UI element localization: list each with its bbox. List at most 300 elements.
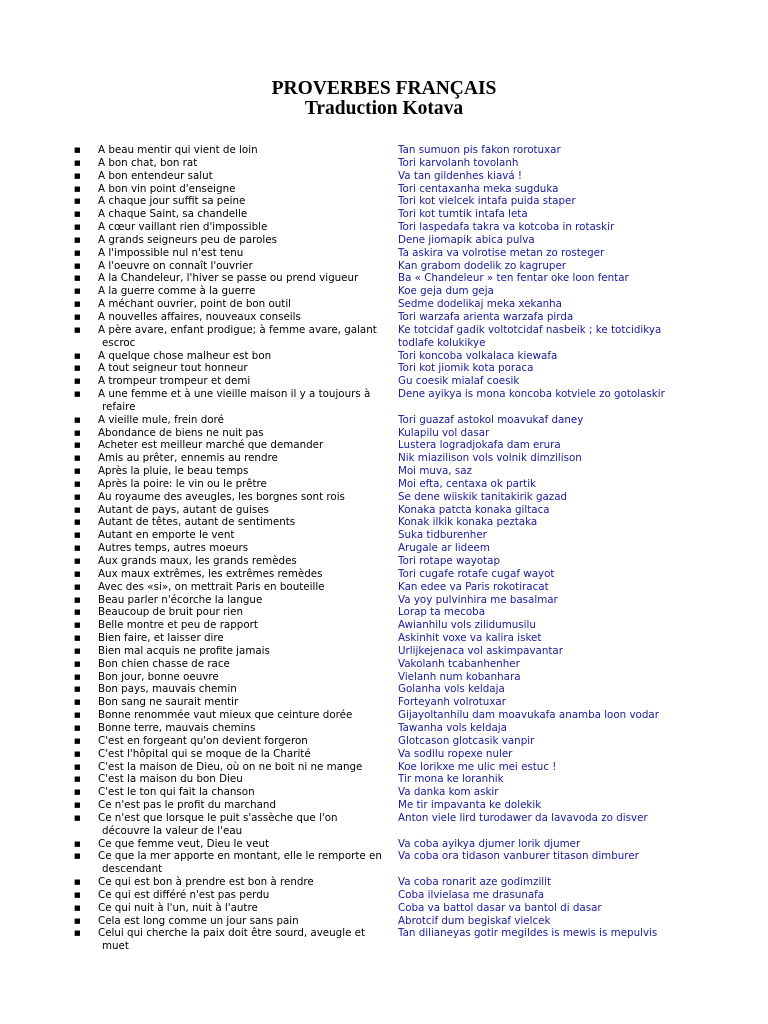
french-proverb-line: Aux grands maux, les grands remèdes (98, 555, 297, 567)
kotava-translation (398, 581, 694, 594)
kotava-translation-line: Gu coesik mialaf coesik (398, 375, 520, 388)
kotava-translation (398, 350, 694, 363)
french-proverb (98, 683, 398, 696)
bullet-icon: ■ (74, 351, 81, 360)
kotava-translation-line: Coba va battol dasar va bantol di dasar (398, 901, 602, 914)
french-proverb-line: A bon chat, bon rat (98, 156, 198, 169)
kotava-translation (398, 208, 694, 221)
french-proverb (98, 414, 398, 427)
bullet-icon: ■ (74, 852, 81, 861)
kotava-translation (398, 298, 694, 311)
french-proverb-line: Bon sang ne saurait mentir (98, 696, 239, 709)
kotava-translation (398, 260, 694, 273)
kotava-translation-line: Coba ilvielasa me drasunafa (398, 888, 545, 901)
french-proverb-line: A une femme et à une vieille maison il y a toujours à (98, 388, 371, 401)
french-proverb-line: A l'impossible nul n'est tenu (98, 246, 244, 259)
kotava-translation-line: Glotcason glotcasik vanpir (398, 734, 535, 747)
proverb-list (74, 144, 694, 953)
proverb-row (74, 915, 694, 928)
proverb-row (74, 208, 694, 221)
french-proverb (98, 465, 398, 478)
kotava-translation-line: Dene ayikya is mona koncoba kotviele zo gotolaskir (398, 388, 665, 401)
proverb-row (74, 838, 694, 851)
kotava-translation-line: Va yoy pulvinhira me basalmar (398, 593, 558, 606)
french-proverb (98, 427, 398, 440)
proverb-row (74, 439, 694, 452)
french-proverb (98, 311, 398, 324)
french-proverb (98, 555, 398, 568)
kotava-translation (398, 452, 694, 465)
french-proverb (98, 388, 398, 414)
kotava-translation-line: Me tir impavanta ke dolekik (398, 799, 542, 812)
proverb-row (74, 927, 694, 953)
bullet-icon: ■ (74, 890, 81, 899)
kotava-translation-continuation: todlafe kolukikye (398, 336, 486, 349)
bullet-icon: ■ (74, 659, 81, 668)
bullet-icon: ■ (74, 518, 81, 527)
bullet-icon: ■ (74, 634, 81, 643)
kotava-translation-line: Tori centaxanha meka sugduka (398, 182, 559, 195)
french-proverb (98, 748, 398, 761)
kotava-translation (398, 722, 694, 735)
french-proverb-line: Après la poire: le vin ou le prêtre (98, 477, 267, 490)
proverb-row (74, 157, 694, 170)
proverb-row (74, 581, 694, 594)
kotava-translation-line: Tori warzafa arienta warzafa pirda (398, 310, 574, 323)
proverb-row (74, 658, 694, 671)
kotava-translation (398, 748, 694, 761)
french-proverb-line: Ce qui est différé n'est pas perdu (98, 888, 270, 901)
bullet-icon: ■ (74, 390, 81, 399)
kotava-translation (398, 221, 694, 234)
bullet-icon: ■ (74, 736, 81, 745)
french-proverb-line: Bien faire, et laisser dire (98, 632, 224, 645)
french-proverb (98, 722, 398, 735)
french-proverb (98, 350, 398, 363)
french-proverb-continuation: découvre la valeur de l'eau (102, 824, 243, 837)
kotava-translation-line: Tawanha vols keldaja (398, 721, 507, 734)
kotava-translation (398, 761, 694, 774)
bullet-icon: ■ (74, 878, 81, 887)
bullet-icon: ■ (74, 595, 81, 604)
kotava-translation-line: Konaka patcta konaka giltaca (398, 503, 550, 516)
kotava-translation (398, 195, 694, 208)
french-proverb (98, 439, 398, 452)
kotava-translation-line: Se dene wiiskik tanitakirik gazad (398, 490, 568, 503)
kotava-translation (398, 542, 694, 555)
bullet-icon: ■ (74, 248, 81, 257)
kotava-translation (398, 234, 694, 247)
bullet-icon: ■ (74, 569, 81, 578)
french-proverb-continuation: refaire (102, 400, 136, 413)
bullet-icon: ■ (74, 916, 81, 925)
kotava-translation-line: Abrotcif dum begiskaf vielcek (398, 914, 551, 927)
proverb-row (74, 645, 694, 658)
kotava-translation-line: Ta askira va volrotise metan zo rosteger (398, 246, 605, 259)
kotava-translation (398, 183, 694, 196)
french-proverb (98, 542, 398, 555)
kotava-translation-line: Va coba ronarit aze godimzilit (398, 876, 552, 889)
bullet-icon: ■ (74, 723, 81, 732)
kotava-translation (398, 786, 694, 799)
proverb-row (74, 889, 694, 902)
proverb-row (74, 735, 694, 748)
kotava-translation-line: Tori koncoba volkalaca kiewafa (398, 349, 558, 362)
bullet-icon: ■ (74, 839, 81, 848)
kotava-translation-line: Kan grabom dodelik zo kagruper (398, 259, 567, 272)
french-proverb (98, 516, 398, 529)
french-proverb (98, 170, 398, 183)
french-proverb-line: Ce n'est que lorsque le puit s'assèche que l'on (98, 811, 338, 824)
kotava-translation-line: Konak ilkik konaka peztaka (398, 516, 538, 529)
french-proverb-continuation: escroc (102, 336, 136, 349)
kotava-translation (398, 683, 694, 696)
proverb-row (74, 260, 694, 273)
french-proverb-line: A tout seigneur tout honneur (98, 362, 248, 375)
proverb-row (74, 812, 694, 838)
bullet-icon: ■ (74, 184, 81, 193)
proverb-row (74, 491, 694, 504)
french-proverb (98, 285, 398, 298)
proverb-row (74, 683, 694, 696)
french-proverb (98, 773, 398, 786)
kotava-translation-line: Forteyanh volrotuxar (398, 696, 506, 709)
french-proverb-line: Ce qui est bon à prendre est bon à rendre (98, 876, 314, 889)
kotava-translation (398, 709, 694, 722)
kotava-translation-line: Tori kot tumtik intafa leta (398, 208, 528, 221)
bullet-icon: ■ (74, 762, 81, 771)
bullet-icon: ■ (74, 505, 81, 514)
french-proverb (98, 362, 398, 375)
kotava-translation (398, 645, 694, 658)
kotava-translation (398, 414, 694, 427)
bullet-icon: ■ (74, 903, 81, 912)
french-proverb (98, 927, 398, 953)
french-proverb (98, 221, 398, 234)
french-proverb-line: A vieille mule, frein doré (98, 413, 224, 426)
french-proverb-line: Autres temps, autres moeurs (98, 542, 249, 555)
bullet-icon: ■ (74, 813, 81, 822)
bullet-icon: ■ (74, 171, 81, 180)
french-proverb (98, 876, 398, 889)
proverb-row (74, 144, 694, 157)
kotava-translation-line: Tori karvolanh tovolanh (398, 156, 519, 169)
kotava-translation-line: Ba « Chandeleur » ten fentar oke loon fentar (398, 272, 629, 285)
kotava-translation (398, 427, 694, 440)
proverb-row (74, 285, 694, 298)
proverb-row (74, 555, 694, 568)
bullet-icon: ■ (74, 197, 81, 206)
french-proverb-continuation: descendant (102, 863, 163, 876)
kotava-translation-line: Sedme dodelikaj meka xekanha (398, 298, 562, 311)
kotava-translation (398, 889, 694, 902)
bullet-icon: ■ (74, 454, 81, 463)
bullet-icon: ■ (74, 146, 81, 154)
proverb-row (74, 350, 694, 363)
proverb-row (74, 247, 694, 260)
kotava-translation (398, 915, 694, 928)
bullet-icon: ■ (74, 158, 81, 167)
kotava-translation-line: Va danka kom askir (398, 786, 499, 799)
french-proverb-line: A l'oeuvre on connaît l'ouvrier (98, 259, 253, 272)
french-proverb-line: Autant de pays, autant de guises (98, 503, 269, 516)
kotava-translation-line: Vakolanh tcabanhenher (398, 657, 520, 670)
kotava-translation (398, 388, 694, 414)
french-proverb (98, 452, 398, 465)
kotava-translation-line: Tori cugafe rotafe cugaf wayot (398, 567, 555, 580)
kotava-translation (398, 324, 694, 350)
proverb-row (74, 606, 694, 619)
kotava-translation (398, 247, 694, 260)
proverb-row (74, 388, 694, 414)
kotava-translation-line: Lorap ta mecoba (398, 606, 486, 619)
proverb-row (74, 362, 694, 375)
kotava-translation (398, 170, 694, 183)
french-proverb-line: A grands seigneurs peu de paroles (98, 233, 277, 246)
kotava-translation-line: Kan edee va Paris rokotiracat (398, 580, 549, 593)
french-proverb-line: Autant en emporte le vent (98, 529, 235, 542)
french-proverb-line: Autant de têtes, autant de sentiments (98, 516, 296, 529)
bullet-icon: ■ (74, 364, 81, 373)
french-proverb (98, 606, 398, 619)
bullet-icon: ■ (74, 544, 81, 553)
kotava-translation-line: Va coba ayikya djumer lorik djumer (398, 837, 581, 850)
bullet-icon: ■ (74, 646, 81, 655)
kotava-translation (398, 658, 694, 671)
kotava-translation (398, 671, 694, 684)
french-proverb (98, 183, 398, 196)
kotava-translation-line: Suka tidburenher (398, 529, 487, 542)
proverb-row (74, 850, 694, 876)
bullet-icon: ■ (74, 325, 81, 334)
french-proverb (98, 234, 398, 247)
proverb-row (74, 773, 694, 786)
french-proverb (98, 504, 398, 517)
proverb-row (74, 221, 694, 234)
kotava-translation-line: Tir mona ke loranhik (398, 773, 504, 786)
bullet-icon: ■ (74, 749, 81, 758)
proverb-row (74, 414, 694, 427)
french-proverb-line: A trompeur trompeur et demi (98, 375, 251, 388)
french-proverb-line: Après la pluie, le beau temps (98, 465, 249, 478)
proverb-row (74, 427, 694, 440)
french-proverb (98, 658, 398, 671)
french-proverb (98, 619, 398, 632)
bullet-icon: ■ (74, 621, 81, 630)
bullet-icon: ■ (74, 698, 81, 707)
kotava-translation-line: Moi efta, centaxa ok partik (398, 477, 537, 490)
kotava-translation-line: Lustera logradjokafa dam erura (398, 439, 561, 452)
french-proverb-line: Beaucoup de bruit pour rien (98, 606, 243, 619)
proverb-row (74, 696, 694, 709)
proverb-row (74, 465, 694, 478)
kotava-translation (398, 529, 694, 542)
kotava-translation (398, 311, 694, 324)
kotava-translation-line: Awianhilu vols zilidumusilu (398, 619, 536, 632)
bullet-icon: ■ (74, 531, 81, 540)
kotava-translation-line: Va sodilu ropexe nuler (398, 747, 513, 760)
bullet-icon: ■ (74, 801, 81, 810)
kotava-translation-line: Tori kot vielcek intafa puida staper (398, 195, 576, 208)
french-proverb (98, 272, 398, 285)
french-proverb-line: C'est l'hôpital qui se moque de la Charité (98, 747, 311, 760)
french-proverb (98, 247, 398, 260)
bullet-icon: ■ (74, 235, 81, 244)
proverb-row (74, 324, 694, 350)
kotava-translation-line: Koe geja dum geja (398, 285, 494, 298)
kotava-translation-line: Dene jiomapik abica pulva (398, 233, 535, 246)
proverb-row (74, 761, 694, 774)
kotava-translation (398, 272, 694, 285)
kotava-translation (398, 632, 694, 645)
proverb-row (74, 311, 694, 324)
bullet-icon: ■ (74, 377, 81, 386)
kotava-translation (398, 619, 694, 632)
proverb-row (74, 902, 694, 915)
french-proverb-line: A beau mentir qui vient de loin (98, 144, 258, 156)
proverb-row (74, 568, 694, 581)
proverb-row (74, 183, 694, 196)
french-proverb (98, 529, 398, 542)
kotava-translation-line: Tori guazaf astokol moavukaf daney (398, 413, 584, 426)
french-proverb-line: A bon vin point d'enseigne (98, 182, 236, 195)
proverb-row (74, 799, 694, 812)
kotava-translation (398, 516, 694, 529)
french-proverb-line: Bonne renommée vaut mieux que ceinture dorée (98, 709, 353, 722)
kotava-translation (398, 439, 694, 452)
french-proverb-line: C'est en forgeant qu'on devient forgeron (98, 734, 308, 747)
kotava-translation (398, 144, 694, 157)
french-proverb-line: A nouvelles affaires, nouveaux conseils (98, 310, 301, 323)
french-proverb-line: Bon chien chasse de race (98, 657, 230, 670)
french-proverb (98, 786, 398, 799)
french-proverb-line: A chaque Saint, sa chandelle (98, 208, 248, 221)
kotava-translation (398, 850, 694, 876)
french-proverb (98, 902, 398, 915)
bullet-icon: ■ (74, 415, 81, 424)
french-proverb-line: Bon pays, mauvais chemin (98, 683, 237, 696)
bullet-icon: ■ (74, 223, 81, 232)
proverb-row (74, 786, 694, 799)
bullet-icon: ■ (74, 788, 81, 797)
french-proverb (98, 491, 398, 504)
bullet-icon: ■ (74, 685, 81, 694)
kotava-translation (398, 478, 694, 491)
kotava-translation (398, 606, 694, 619)
bullet-icon: ■ (74, 287, 81, 296)
kotava-translation-line: Va coba ora tidason vanburer titason dimburer (398, 850, 639, 863)
proverb-row (74, 272, 694, 285)
french-proverb-continuation: muet (102, 940, 129, 953)
kotava-translation (398, 773, 694, 786)
kotava-translation-line: Va tan gildenhes kiavá ! (398, 169, 523, 182)
french-proverb-line: A cœur vaillant rien d'impossible (98, 221, 268, 234)
bullet-icon: ■ (74, 775, 81, 784)
kotava-translation (398, 568, 694, 581)
proverb-row (74, 298, 694, 311)
french-proverb (98, 208, 398, 221)
french-proverb (98, 696, 398, 709)
french-proverb (98, 298, 398, 311)
kotava-translation-line: Gijayoltanhilu dam moavukafa anamba loon vodar (398, 709, 659, 722)
french-proverb (98, 735, 398, 748)
kotava-translation-line: Anton viele lird turodawer da lavavoda zo disver (398, 811, 648, 824)
proverb-row (74, 542, 694, 555)
bullet-icon: ■ (74, 261, 81, 270)
kotava-translation-line: Nik miazilison vols volnik dimzilison (398, 452, 582, 465)
document-title: PROVERBES FRANÇAIS (271, 78, 497, 99)
proverb-row (74, 516, 694, 529)
kotava-translation (398, 812, 694, 838)
proverb-row (74, 632, 694, 645)
french-proverb-line: A père avare, enfant prodigue; à femme avare, galant (98, 323, 377, 336)
bullet-icon: ■ (74, 428, 81, 437)
french-proverb (98, 144, 398, 157)
french-proverb (98, 157, 398, 170)
kotava-translation-line: Askinhit voxe va kalira isket (398, 632, 542, 645)
bullet-icon: ■ (74, 467, 81, 476)
kotava-translation-line: Tori laspedafa takra va kotcoba in rotaskir (398, 221, 615, 234)
french-proverb (98, 850, 398, 876)
kotava-translation (398, 876, 694, 889)
french-proverb (98, 375, 398, 388)
kotava-translation (398, 465, 694, 478)
proverb-row (74, 529, 694, 542)
french-proverb-line: C'est la maison de Dieu, où on ne boit ni ne mange (98, 760, 363, 773)
french-proverb (98, 260, 398, 273)
proverb-row (74, 876, 694, 889)
proverb-row (74, 478, 694, 491)
bullet-icon: ■ (74, 210, 81, 219)
proverb-row (74, 375, 694, 388)
proverb-row (74, 709, 694, 722)
french-proverb-line: Ce n'est pas le profit du marchand (98, 799, 276, 812)
french-proverb-line: Aux maux extrêmes, les extrêmes remèdes (98, 567, 323, 580)
kotava-translation (398, 902, 694, 915)
proverb-row (74, 619, 694, 632)
bullet-icon: ■ (74, 300, 81, 309)
proverb-row (74, 722, 694, 735)
french-proverb (98, 812, 398, 838)
french-proverb-line: Ce qui nuit à l'un, nuit à l'autre (98, 901, 258, 914)
bullet-icon: ■ (74, 492, 81, 501)
kotava-translation-line: Kulapilu vol dasar (398, 426, 490, 439)
french-proverb-line: A chaque jour suffit sa peine (98, 195, 246, 208)
bullet-icon: ■ (74, 711, 81, 720)
kotava-translation-line: Tan dilianeyas gotir megildes is mewis is mepulvis (398, 927, 658, 940)
proverb-row (74, 748, 694, 761)
kotava-translation-line: Tan sumuon pis fakon rorotuxar (398, 144, 561, 156)
kotava-translation (398, 375, 694, 388)
french-proverb-line: Bonne terre, mauvais chemins (98, 721, 256, 734)
bullet-icon: ■ (74, 557, 81, 565)
bullet-icon: ■ (74, 479, 81, 488)
kotava-translation-line: Ke totcidaf gadik voltotcidaf nasbeik ; ke totcidikya (398, 323, 662, 336)
kotava-translation (398, 504, 694, 517)
kotava-translation (398, 594, 694, 607)
french-proverb-line: Celui qui cherche la paix doit être sourd, aveugle et (98, 927, 366, 940)
kotava-translation (398, 491, 694, 504)
kotava-translation (398, 799, 694, 812)
bullet-icon: ■ (74, 582, 81, 591)
kotava-translation-line: Moi muva, saz (398, 465, 472, 478)
kotava-translation (398, 927, 694, 953)
kotava-translation (398, 838, 694, 851)
kotava-translation-line: Tori kot jiomik kota poraca (398, 362, 534, 375)
kotava-translation (398, 157, 694, 170)
french-proverb-line: Ce que la mer apporte en montant, elle le remporte en (98, 850, 382, 863)
french-proverb-line: Bon jour, bonne oeuvre (98, 670, 219, 683)
